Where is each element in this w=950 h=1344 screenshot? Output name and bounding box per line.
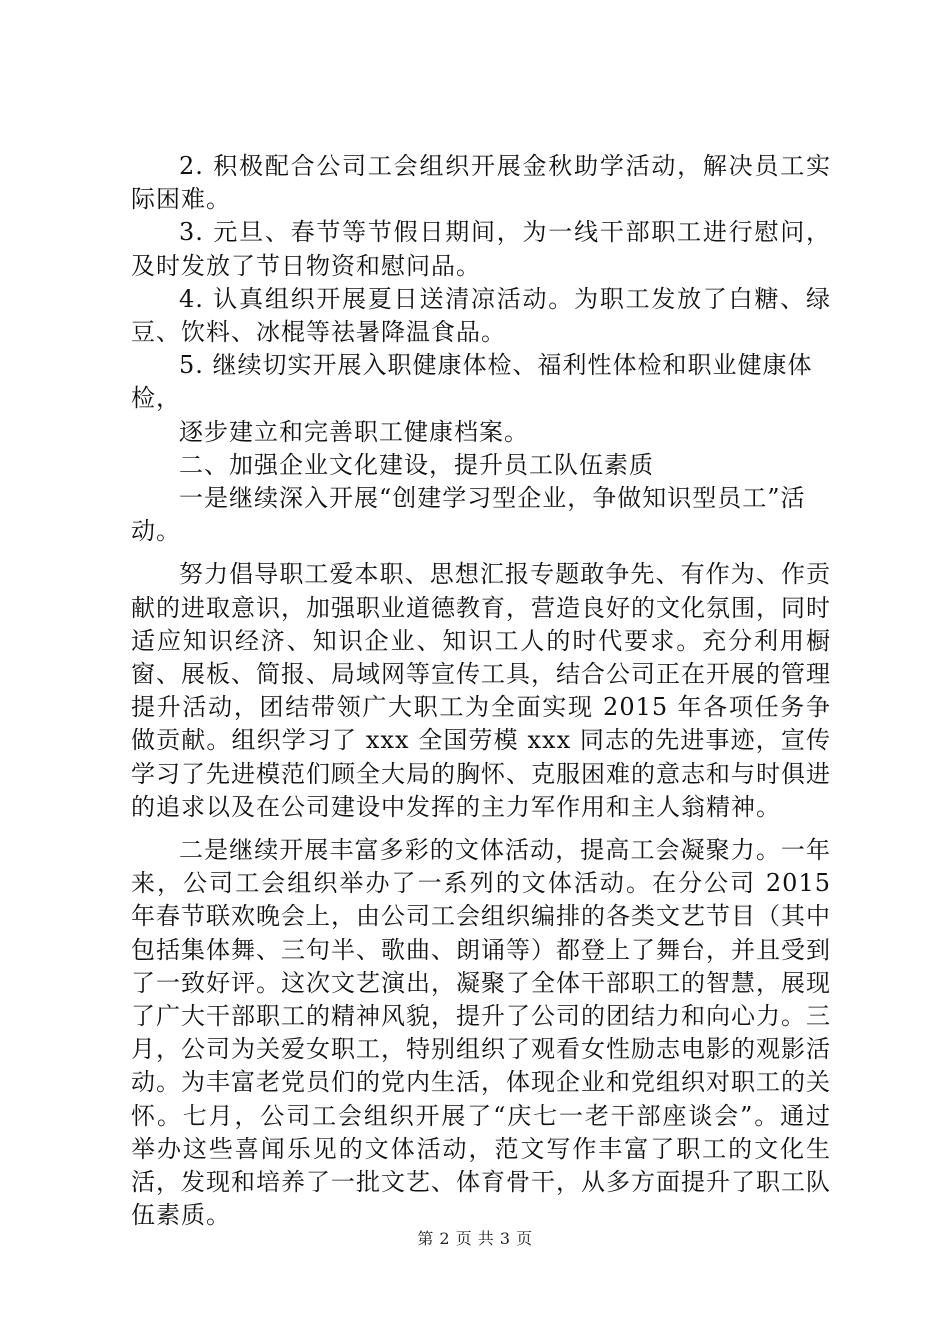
paragraph-item-5: 5. 继续切实开展入职健康体检、福利性体检和职业健康体检， [131, 351, 813, 413]
paragraph-learning-activity: 一是继续深入开展“创建学习型企业，争做知识型员工”活动。 [131, 484, 806, 546]
paragraph-item-2: 2. 积极配合公司工会组织开展金秋助学活动，解决员工实际困难。 [131, 152, 831, 214]
section-heading-culture: 二、加强企业文化建设，提升员工队伍素质 [179, 450, 654, 479]
document-body [131, 150, 831, 1233]
paragraph-professional-ethics: 努力倡导职工爱本职、思想汇报专题敢争先、有作为、作贡献的进取意识，加强职业道德教育，营造良好的文化氛围，同时适应知识经济、知识企业、知识工人的时代要求。充分利用橱窗、展板、简报、局域网等宣传工具，结合公司正在开展的管理提升活动，团结带领广大职工为全面实现 2015 年各项任务争做贡献。组织学习了 xxx 全国劳模 xxx 同志的先进事迹，宣传学习了先进模范们顾全大局的胸怀、克服困难的意志和与时俱进的追求以及在公司建设中发挥的主力军作用和主人翁精神。 [131, 560, 831, 821]
paragraph-item-3: 3. 元旦、春节等节假日期间，为一线干部职工进行慰问，及时发放了节日物资和慰问品。 [131, 218, 831, 280]
paragraph-cultural-activities: 二是继续开展丰富多彩的文体活动，提高工会凝聚力。一年来，公司工会组织举办了一系列的文体活动。在分公司 2015 年春节联欢晚会上，由公司工会组织编排的各类文艺节目（其中包括集体舞、三句半、歌曲、朗诵等）都登上了舞台，并且受到了一致好评。这次文艺演出，凝聚了全体干部职工的智慧，展现了广大干部职工的精神风貌，提升了公司的团结力和向心力。三月，公司为关爱女职工，特别组织了观看女性励志电影的观影活动。为丰富老党员们的党内生活，体现企业和党组织对职工的关怀。七月，公司工会组织开展了“庆七一老干部座谈会”。通过举办这些喜闻乐见的文体活动，范文写作丰富了职工的文化生活，发现和培养了一批文艺、体育骨干，从多方面提升了职工队伍素质。 [131, 836, 831, 1230]
paragraph-health-records: 逐步建立和完善职工健康档案。 [179, 417, 529, 446]
paragraph-item-4: 4. 认真组织开展夏日送清凉活动。为职工发放了白糖、绿豆、饮料、冰棍等祛暑降温食品。 [131, 284, 831, 347]
page-footer: 第 2 页 共 3 页 [417, 1229, 533, 1248]
